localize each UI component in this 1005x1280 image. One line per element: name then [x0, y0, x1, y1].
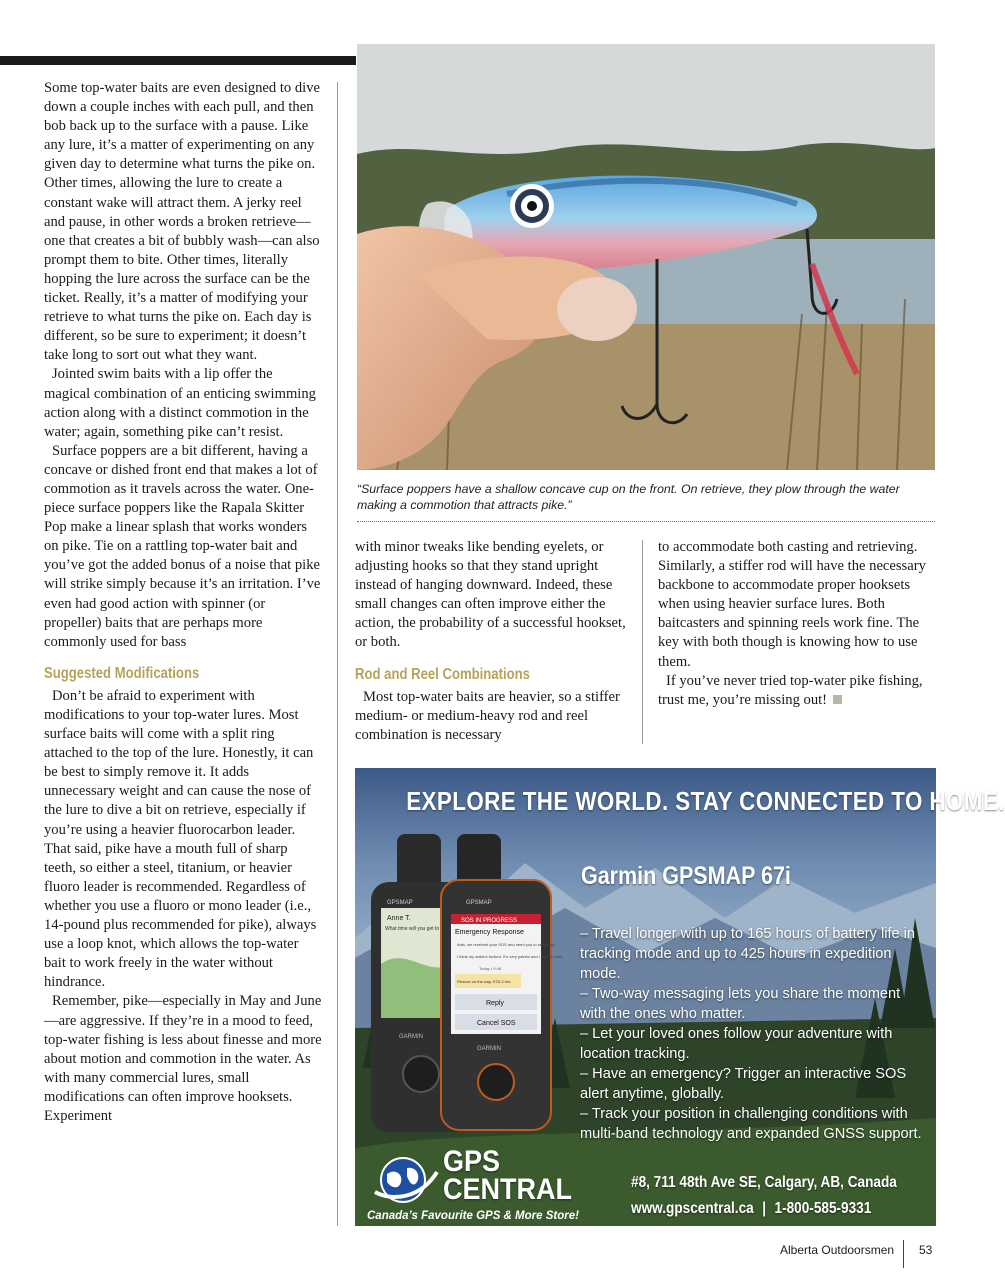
- ad-feature-item: – Track your position in challenging conditions with multi-band technology and expanded GNSS support.: [580, 1106, 922, 1142]
- end-mark-icon: [833, 695, 842, 704]
- device-right-model: GPSMAP: [466, 900, 492, 906]
- device-message-time: Today • 9:48: [479, 966, 502, 971]
- device-message-1: Ihab, we received your SOS and need you to send help: [457, 942, 556, 947]
- article-column-1: [44, 79, 322, 1126]
- closing-sentence: If you’ve never tried top-water pike fishing, trust me, you’re missing out!: [658, 672, 923, 708]
- device-screen-title: Emergency Response: [455, 929, 524, 936]
- device-sos-status: SOS IN PROGRESS: [461, 918, 518, 924]
- footer-publication: Alberta Outdoorsmen: [780, 1243, 895, 1257]
- store-address: #8, 711 48th Ave SE, Calgary, AB, Canada: [631, 1174, 897, 1191]
- paragraph: Surface poppers are a bit different, having a concave or dished front end that makes a lot of commotion as it travels across the water. One-piece surface poppers like the Rapala Skitter Pop make a linear splash that works wonders on pike. Tie on a rattling top-water bait and you’ve got the added bonus of a noise that pike will strike simply because it’s an irritation. I’ve even had good action with spinner (or propeller) baits that are perhaps more commonly used for bass: [44, 442, 321, 650]
- column-divider: [642, 540, 643, 744]
- device-message-2: I think my ankle’s broken. It’s very painful and I cannot walk.: [457, 954, 564, 959]
- page-number: 53: [919, 1243, 933, 1257]
- paragraph: Most top-water baits are heavier, so a stiffer medium- or medium-heavy rod and reel combination is necessary: [355, 688, 620, 743]
- section-heading-suggested-modifications: Suggested Modifications: [44, 664, 200, 682]
- store-contact: [631, 1200, 871, 1218]
- section-heading-rod-and-reel: Rod and Reel Combinations: [355, 665, 530, 683]
- device-right-brand: GARMIN: [477, 1046, 501, 1052]
- ad-feature-item: – Let your loved ones follow your adventure with location tracking.: [580, 1026, 893, 1062]
- lure-photo: [357, 44, 935, 470]
- ad-headline: EXPLORE THE WORLD. STAY CONNECTED TO HOME.: [406, 786, 1005, 816]
- footer-divider: [903, 1240, 904, 1268]
- contact-separator: |: [762, 1200, 767, 1217]
- column-divider: [337, 82, 338, 1226]
- brand-tagline: Canada’s Favourite GPS & More Store!: [367, 1210, 579, 1222]
- paragraph: to accommodate both casting and retrieving. Similarly, a stiffer rod will have the necessary backbone to accommodate proper hooksets when using heavier surface lures. Both baitcasters and spinning reels work fine. The key with both though is knowing how to use them.: [658, 539, 926, 670]
- ad-feature-item: – Two-way messaging lets you share the moment with the ones who matter.: [580, 986, 901, 1022]
- device-left-brand: GARMIN: [399, 1034, 423, 1040]
- device-message-3: Rescue on the way. ETA 2 hrs.: [457, 979, 512, 984]
- device-cancel-sos-button: Cancel SOS: [477, 1020, 516, 1027]
- header-rule-bar: [0, 56, 356, 65]
- device-left-contact: Anne T.: [387, 915, 411, 922]
- paragraph: [658, 672, 930, 710]
- ad-product-name: Garmin GPSMAP 67i: [581, 862, 791, 890]
- article-column-2: [355, 538, 627, 745]
- caption-dotted-rule: [357, 521, 935, 522]
- ad-feature-item: – Travel longer with up to 165 hours of battery life in tracking mode and up to 425 hours in expedition mode.: [580, 926, 916, 982]
- brand-name-line-1: GPS: [443, 1145, 501, 1178]
- globe-logo-icon: [373, 1152, 439, 1208]
- device-left-model: GPSMAP: [387, 900, 413, 906]
- paragraph: Remember, pike—especially in May and June—are aggressive. If they’re in a mood to feed, top-water fishing is less about finesse and more about motion and commotion in the water. As with many commercial lures, small modifications can often improve hooksets. Experiment: [44, 993, 322, 1124]
- lure-photo-illustration: [357, 44, 935, 470]
- paragraph: with minor tweaks like bending eyelets, or adjusting hooks so that they stand upright instead of hanging downward. Indeed, these small changes can often improve either the action, the probability of a successful hookset, or both.: [355, 539, 626, 651]
- article-column-3: [658, 538, 930, 710]
- device-left-prompt: What time will you get to: [385, 926, 440, 932]
- ad-feature-list: [580, 924, 930, 1144]
- website-link[interactable]: www.gpscentral.ca: [631, 1200, 754, 1217]
- brand-name: [443, 1145, 572, 1206]
- gps-central-advertisement[interactable]: [355, 768, 1005, 1226]
- garmin-devices-image: [369, 834, 569, 1134]
- brand-name-line-2: CENTRAL: [443, 1173, 572, 1206]
- phone-number[interactable]: 1-800-585-9331: [774, 1200, 872, 1217]
- paragraph: Jointed swim baits with a lip offer the magical combination of an enticing swimming action along with a distinct commotion in the water; again, something pike can’t resist.: [44, 366, 316, 440]
- paragraph: Don’t be afraid to experiment with modifications to your top-water lures. Most surface baits will come with a split ring attached to the top of the lure. Honestly, it can be best to simply remove it. It adds unnecessary weight and can cause the nose of the lure to dive a bit on retrieve, especially if you’re using a heavier fluorocarbon leader. That said, pike have a mouth full of sharp teeth, so either a steel, titanium, or heavier fluoro leader is recommended. Regardless of whether you use a fluoro or mono leader (i.e., 14-pound plus recommended for pike), always use a loop knot, which allows the top-water bait to work freely in the water without hindrance.: [44, 687, 317, 991]
- paragraph: Some top-water baits are even designed to dive down a couple inches with each pull, and then bob back up to the surface with a pause. Like any lure, it’s a matter of experimenting on any given day to determine what turns the pike on. Other times, allowing the lure to create a constant wake will attract them. A jerky reel and pause, in other words a broken retrieve—one that creates a bit of bubbly wash—can also prompt them to bite. Other times, literally hopping the lure across the surface can be the ticket. Really, it’s a matter of modifying your retrieve to what turns the pike on. Each day is different, so be sure to experiment; it doesn’t take long to sort out what they want.: [44, 80, 320, 364]
- ad-feature-item: – Have an emergency? Trigger an interactive SOS alert anytime, globally.: [580, 1066, 907, 1102]
- device-reply-button: Reply: [486, 1000, 504, 1007]
- photo-caption: “Surface poppers have a shallow concave cup on the front. On retrieve, they plow through the water making a commotion that attracts pike.”: [357, 482, 900, 512]
